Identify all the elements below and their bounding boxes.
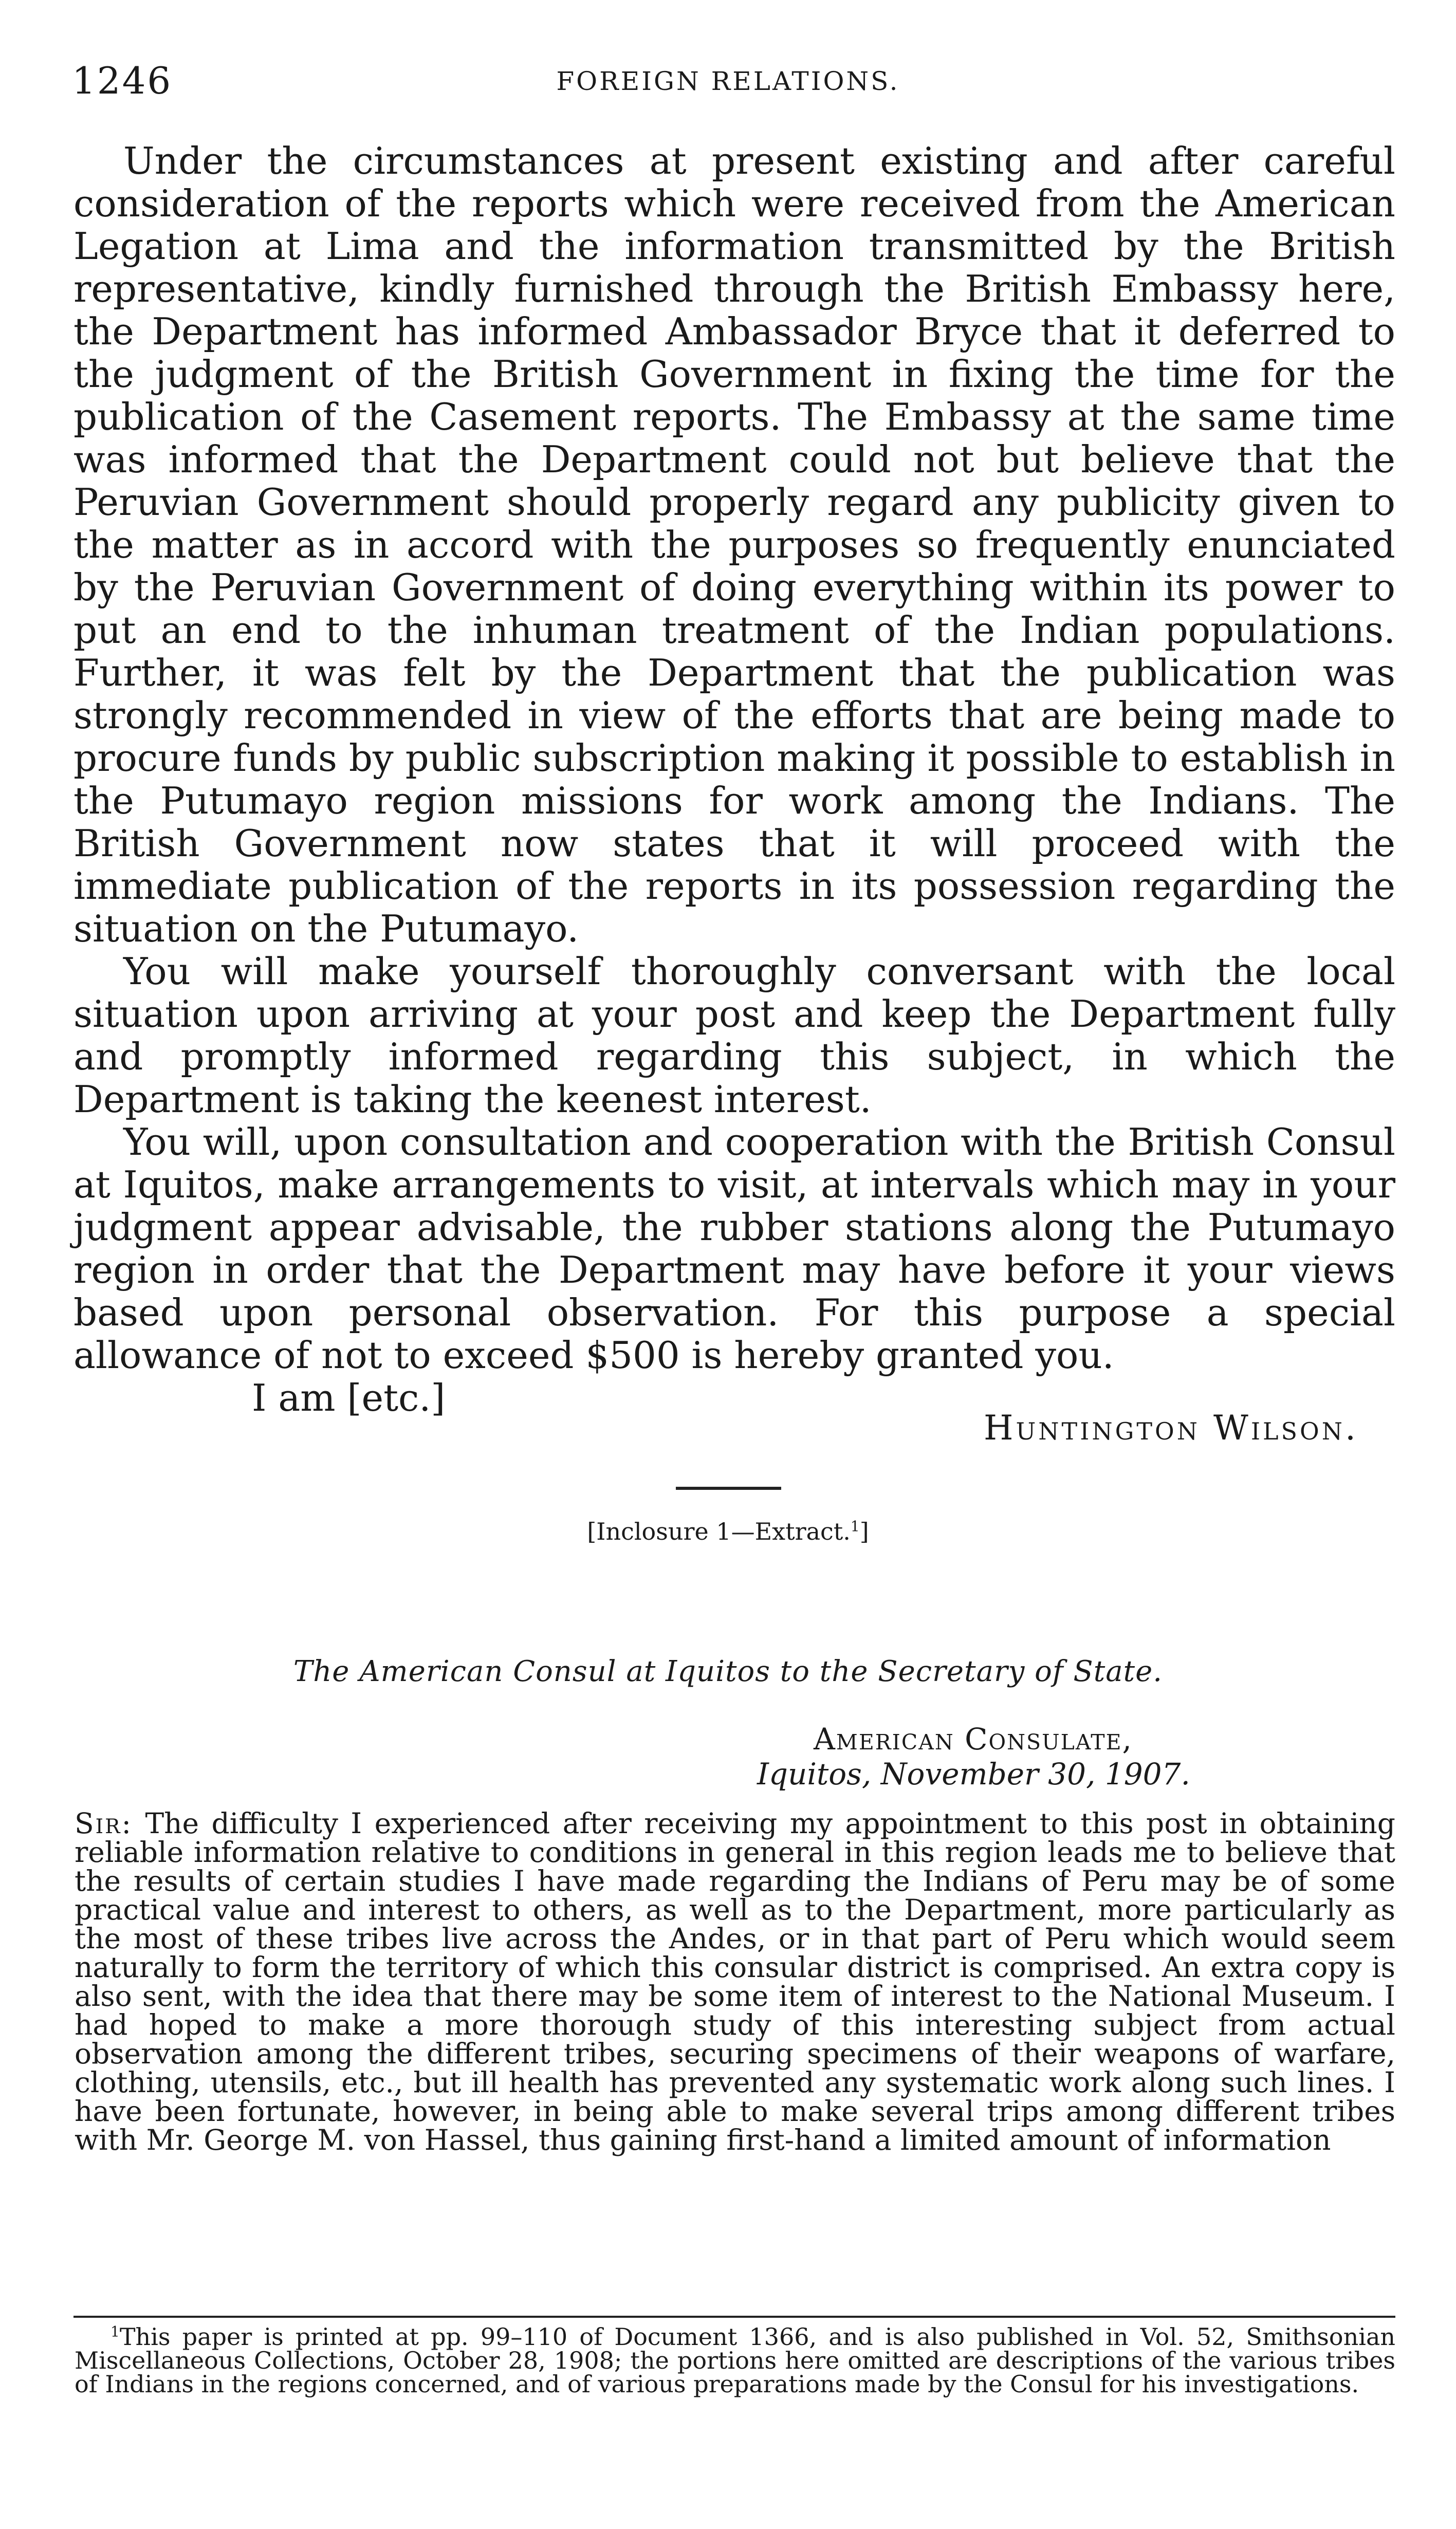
running-head: FOREIGN RELATIONS. — [556, 66, 900, 96]
letter-closing: I am [etc.] — [252, 1376, 446, 1419]
page-header — [72, 59, 1384, 105]
letter-paragraph: You will make yourself thoroughly conversant with the local situation upon arriving at your post and keep the Department fully and promptly informed regarding this subject, in which the Department is taking the keenest interest. — [73, 950, 1395, 1121]
footnote — [75, 2325, 1395, 2396]
dateline-office: American Consulate, — [814, 1722, 1133, 1757]
dateline — [757, 1722, 1374, 1792]
footnote-text: This paper is printed at pp. 99–110 of Document 1366, and is also published in Vol. 52, Smithsonian Miscellaneous Collections, October 28, 1908; the portions here omitted are descriptions of the various tribes of Indians in the regions concerned, and of various preparations made by the Consul for his investigations. — [75, 2323, 1395, 2398]
dispatch-paragraph — [75, 1809, 1395, 2154]
document-title: The American Consul at Iquitos to the Secretary of State. — [293, 1655, 1163, 1688]
dispatch-body — [75, 1809, 1395, 2154]
dateline-place-date: Iquitos, November 30, 1907. — [757, 1757, 1190, 1792]
letter-signature: Huntington Wilson. — [983, 1408, 1358, 1448]
footnote-divider — [73, 2316, 1395, 2318]
letter-body — [73, 140, 1395, 1419]
footnote-mark: 1 — [110, 2323, 120, 2340]
letter-paragraph: Under the circumstances at present existing and after careful consideration of the reports which were received from the American Legation at Lima and the information transmitted by the British representative, kindly furnished through the British Embassy here, the Department has informed Ambassador Bryce that it deferred to the judgment of the British Government in fixing the time for the publication of the Casement reports. The Embassy at the same time was informed that the Department could not but believe that the Peruvian Government should properly regard any publicity given to the matter as in accord with the purposes so frequently enunciated by the Peruvian Government of doing everything within its power to put an end to the inhuman treatment of the Indian populations. Further, it was felt by the Department that the publication was strongly recommended in view of the efforts that are being made to procure funds by public subscription making it possible to establish in the Putumayo region missions for work among the Indians. The British Government now states that it will proceed with the immediate publication of the reports in its possession regarding the situation on the Putumayo. — [73, 139, 1395, 950]
footnote-paragraph — [75, 2325, 1395, 2396]
page-number: 1246 — [72, 59, 173, 102]
section-divider — [676, 1487, 781, 1490]
inclosure-label — [0, 1513, 1456, 1549]
dispatch-text: The difficulty I experienced after receiving my appointment to this post in obtaining reliable information relative to conditions in general in this region leads me to believe that the results of certain studies I have made regarding the Indians of Peru may be of some practical value and interest to others, as well as to the Department, more particularly as the most of these tribes live across the Andes, or in that part of Peru which would seem naturally to form the territory of which this consular district is comprised. An extra copy is also sent, with the idea that there may be some item of interest to the National Museum. I had hoped to make a more thorough study of this interesting subject from actual observation among the different tribes, securing specimens of their weapons of warfare, clothing, utensils, etc., but ill health has prevented any systematic work along such lines. I have been fortunate, however, in being able to make several trips among different tribes with Mr. George M. von Hassel, thus gaining first-hand a limited amount of information — [75, 1807, 1396, 2156]
inclosure-footnote-mark: 1 — [850, 1518, 860, 1535]
salutation: Sir: — [75, 1807, 133, 1840]
letter-paragraph: You will, upon consultation and cooperation with the British Consul at Iquitos, make arrangements to visit, at intervals which may in your judgment appear advisable, the rubber stations along the Putumayo region in order that the Department may have before it your views based upon personal observation. For this purpose a special allowance of not to exceed $500 is hereby granted you. — [73, 1120, 1395, 1377]
inclosure-label-text: [Inclosure 1—Extract. — [587, 1518, 851, 1545]
inclosure-label-end: ] — [859, 1518, 869, 1545]
